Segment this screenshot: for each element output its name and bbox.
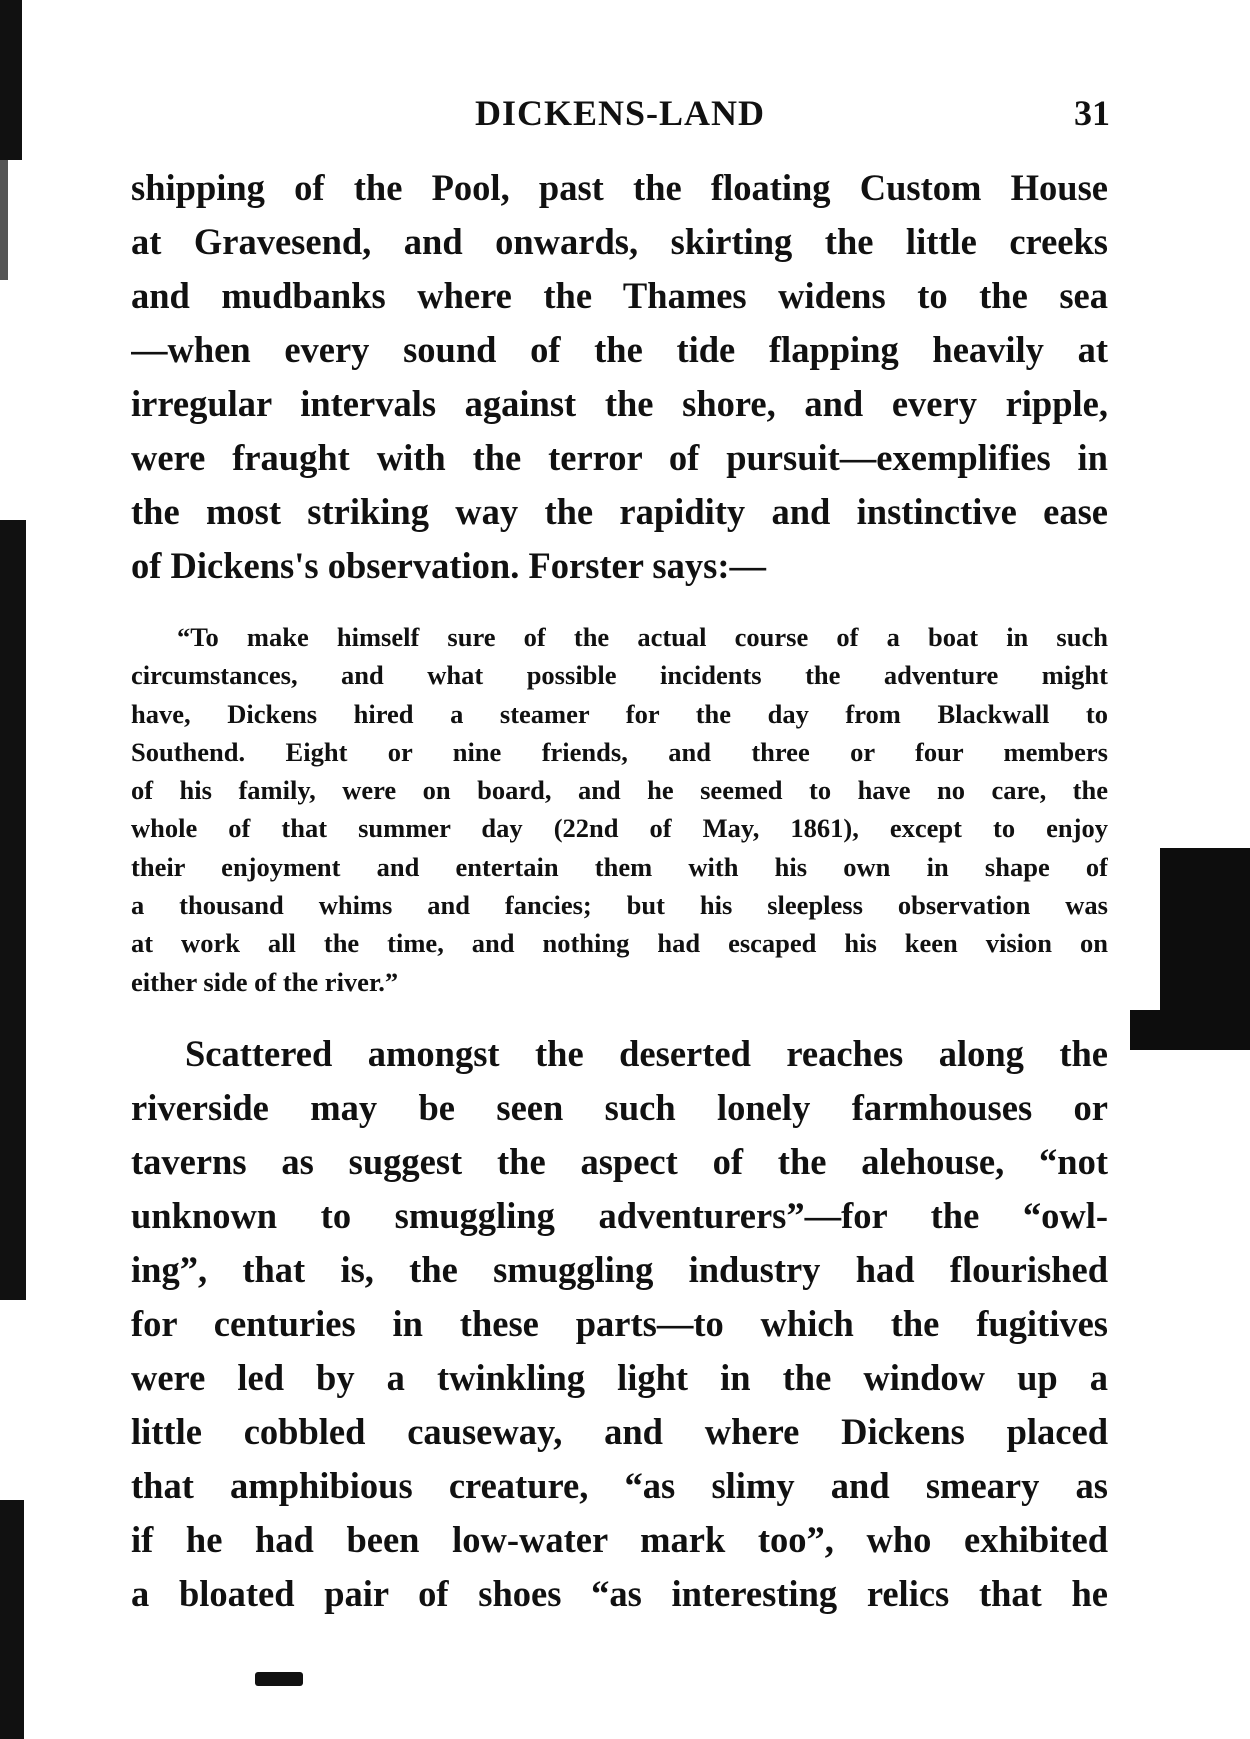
text-line: for centuries in these parts—to which the fugitives xyxy=(131,1303,1108,1344)
quote-line: either side of the river.” xyxy=(131,966,399,997)
scan-edge-shadow xyxy=(0,0,22,160)
paragraph-scattered xyxy=(131,1027,1108,1621)
text-line: if he had been low-water mark too”, who exhibited xyxy=(131,1519,1108,1560)
block-quotation xyxy=(131,618,1108,1001)
text-line: —when every sound of the tide flapping heavily at xyxy=(131,329,1108,370)
text-line: irregular intervals against the shore, and every ripple, xyxy=(131,383,1108,424)
text-line: taverns as suggest the aspect of the alehouse, “not xyxy=(131,1141,1108,1182)
quote-line: whole of that summer day (22nd of May, 1861), except to enjoy xyxy=(131,813,1108,844)
text-line: little cobbled causeway, and where Dickens placed xyxy=(131,1411,1108,1452)
text-line: a bloated pair of shoes “as interesting relics that he xyxy=(131,1573,1108,1614)
text-line: shipping of the Pool, past the floating Custom House xyxy=(131,167,1108,208)
running-head: DICKENS-LAND xyxy=(474,93,766,133)
quote-line: Southend. Eight or nine friends, and three or four members xyxy=(131,736,1108,767)
quote-line: of his family, were on board, and he seemed to have no care, the xyxy=(131,775,1108,806)
text-line: were fraught with the terror of pursuit—exemplifies in xyxy=(131,437,1108,478)
scan-edge-shadow xyxy=(0,1500,24,1739)
text-line: unknown to smuggling adventurers”—for the “owl- xyxy=(131,1195,1108,1236)
quote-line: their enjoyment and entertain them with his own in shape of xyxy=(131,851,1108,882)
text-line: Scattered amongst the deserted reaches along the xyxy=(185,1033,1108,1074)
page-header xyxy=(130,92,1110,142)
text-line: were led by a twinkling light in the window up a xyxy=(131,1357,1108,1398)
scan-edge-shadow xyxy=(0,520,26,1300)
quote-line: have, Dickens hired a steamer for the day from Blackwall to xyxy=(131,698,1108,729)
text-line: of Dickens's observation. Forster says:— xyxy=(131,545,766,586)
quote-line: a thousand whims and fancies; but his sleepless observation was xyxy=(131,890,1108,921)
page-number: 31 xyxy=(1074,93,1110,133)
scan-edge-shadow xyxy=(0,160,8,280)
text-line: that amphibious creature, “as slimy and smeary as xyxy=(131,1465,1108,1506)
text-line: and mudbanks where the Thames widens to the sea xyxy=(131,275,1108,316)
scan-ink-smudge xyxy=(255,1672,303,1686)
text-line: riverside may be seen such lonely farmhouses or xyxy=(131,1087,1108,1128)
paragraph-continued xyxy=(131,161,1108,593)
quote-line: “To make himself sure of the actual course of a boat in such xyxy=(177,622,1108,652)
scan-edge-tab xyxy=(1130,1010,1250,1050)
quote-line: circumstances, and what possible incidents the adventure might xyxy=(131,660,1108,691)
quote-line: at work all the time, and nothing had escaped his keen vision on xyxy=(131,928,1108,959)
text-line: the most striking way the rapidity and instinctive ease xyxy=(131,491,1108,532)
text-line: ing”, that is, the smuggling industry had flourished xyxy=(131,1249,1108,1290)
text-line: at Gravesend, and onwards, skirting the little creeks xyxy=(131,221,1108,262)
